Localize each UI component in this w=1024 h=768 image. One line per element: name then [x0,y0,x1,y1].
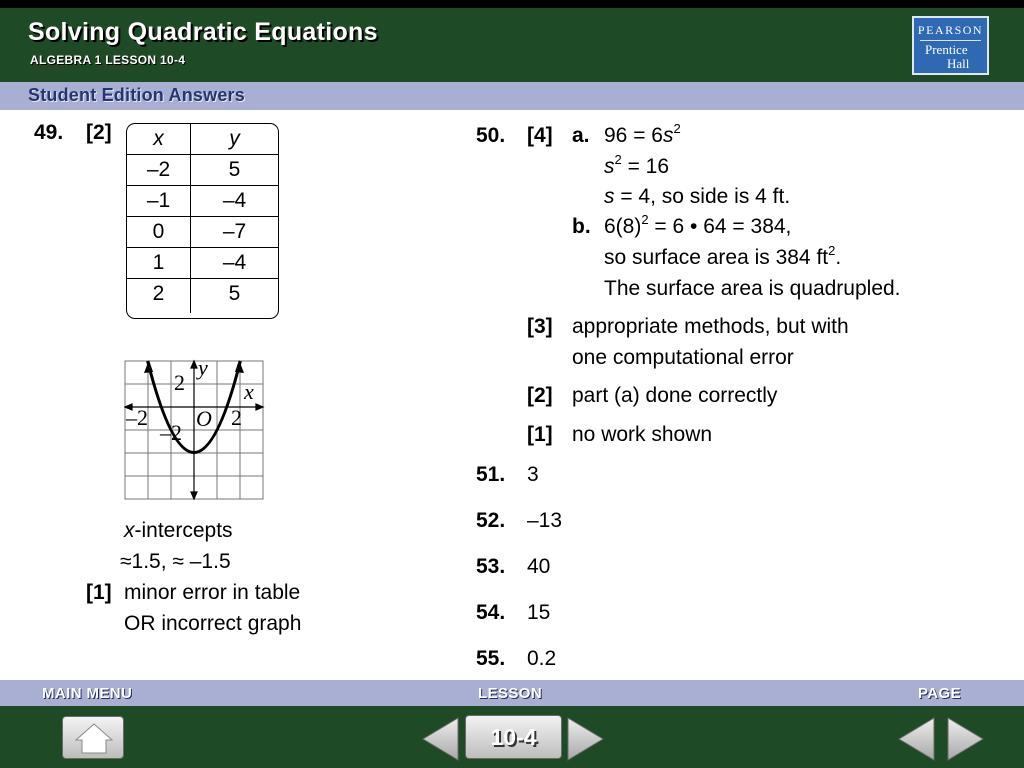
logo-line1: Prentice [925,42,968,57]
part-b-line2 [604,245,841,271]
problem-50-part-a: a. [572,124,590,147]
top-strip [0,0,1024,8]
section-label: Student Edition Answers [28,85,245,105]
problem-50-number: 50. [476,124,506,147]
parabola-arrow-right [235,360,244,373]
part-b-line1 [604,214,791,240]
problem-50-score4: [4] [527,124,553,147]
part-a-line2-post: = 16 [621,155,670,178]
answer-value: 15 [527,601,551,624]
graph-tick-2-y: 2 [174,370,185,395]
problem-50-score2: [2] [527,384,553,407]
part-a-line2-exp: 2 [614,152,622,167]
answer-content [0,110,1024,680]
arrow-left-icon [899,718,934,760]
main-menu-label: MAIN MENU [42,685,133,702]
table-cell: 5 [228,158,241,181]
table-row [127,217,278,248]
score1-text: no work shown [572,423,713,446]
lesson-button[interactable] [465,715,562,759]
parabola-graph [122,358,268,504]
score3-line1: appropriate methods, but with [572,315,849,338]
section-band [0,82,1024,110]
table-header-y: y [229,127,240,150]
part-a-line3-var: s [604,185,615,208]
part-b-line2-exp: 2 [828,243,836,258]
intercepts-values-line [120,549,231,575]
intercepts-text: -intercepts [134,519,233,542]
page-label: PAGE [918,685,961,702]
part-a-line2 [604,154,669,180]
lesson-subtitle: ALGEBRA 1 LESSON 10-4 [30,53,186,67]
problem-49-score1: [1] [86,581,112,604]
xy-table [126,123,279,319]
graph-tick-2-x: 2 [231,405,242,430]
pearson-logo [912,16,989,75]
graph-y-label: y [198,358,208,380]
answer-number: 53. [476,555,506,578]
footer-label-band [0,680,1024,706]
parabola-arrow-left [144,360,153,373]
table-cell: 5 [228,282,241,305]
score2-text: part (a) done correctly [572,384,778,407]
table-cell: –4 [222,251,247,274]
table-header-x: x [127,124,191,154]
intercepts-var: x [124,519,135,542]
problem-49-score: [2] [86,121,112,144]
home-icon [63,717,125,760]
arrow-right-icon [948,718,983,760]
answer-number: 54. [476,601,506,624]
part-a-line3-post: = 4, so side is 4 ft. [614,185,791,208]
answer-value: 0.2 [527,647,557,670]
problem-49-score1-line2: OR incorrect graph [124,612,302,635]
lesson-label: LESSON [478,685,543,702]
footer-nav [0,706,1024,768]
answer-number: 55. [476,647,506,670]
table-cell: 2 [127,279,191,313]
page-prev-button[interactable] [896,716,936,762]
part-a-line1-exp: 2 [673,121,681,136]
answer-value: 3 [527,463,539,486]
table-cell: 1 [127,248,191,278]
problem-50-part-b: b. [572,215,591,238]
table-row [127,279,278,313]
part-a-line1-pre: 96 = 6 [604,124,663,147]
part-a-line3 [604,184,790,210]
page-title: Solving Quadratic Equations [28,18,378,46]
table-row [127,186,278,217]
lesson-next-button[interactable] [566,716,606,762]
graph-x-label: x [244,379,254,404]
lesson-button-label: 10-4 [490,724,537,750]
score3-line2: one computational error [572,346,794,369]
lesson-prev-button[interactable] [420,716,460,762]
answer-number: 51. [476,463,506,486]
answer-value: 40 [527,555,551,578]
table-row [127,248,278,279]
intercepts-label [124,518,233,544]
problem-49-score1-line1: minor error in table [124,581,301,604]
logo-divider [920,40,981,41]
logo-brand: PEARSON [917,23,984,37]
answer-number: 52. [476,509,506,532]
table-cell: –7 [222,220,247,243]
table-cell: –4 [222,189,247,212]
part-a-line2-var: s [604,155,615,178]
graph-tick-neg2-x: –2 [126,405,148,430]
arrow-right-icon [568,718,603,760]
part-b-line3: The surface area is quadrupled. [604,277,901,300]
arrow-left-icon [423,718,458,760]
part-b-line1-pre: 6(8) [604,215,642,238]
answer-value: –13 [527,509,563,532]
table-header-row [127,124,278,155]
main-menu-button[interactable] [62,716,124,759]
table-cell: 0 [127,217,191,247]
part-b-line1-exp: 2 [641,212,649,227]
problem-50-score1: [1] [527,423,553,446]
header [0,8,1024,82]
problem-49-number: 49. [34,121,64,144]
approx-symbol: ≈ [120,550,132,573]
table-cell: –1 [127,186,191,216]
part-a-line1-var: s [662,124,674,147]
graph-tick-neg2-y: –2 [160,420,182,445]
part-b-line2-post: . [835,246,842,269]
part-b-line2-pre: so surface area is 384 ft [604,246,829,269]
problem-50-score3: [3] [527,315,553,338]
graph-origin-label: O [196,406,212,431]
logo-line2: Hall [947,56,970,71]
part-a-line1 [604,123,681,149]
intercepts-values: 1.5, ≈ –1.5 [131,550,231,573]
table-row [127,155,278,186]
page-next-button[interactable] [946,716,986,762]
table-cell: –2 [127,155,191,185]
part-b-line1-post: = 6 • 64 = 384, [648,215,792,238]
